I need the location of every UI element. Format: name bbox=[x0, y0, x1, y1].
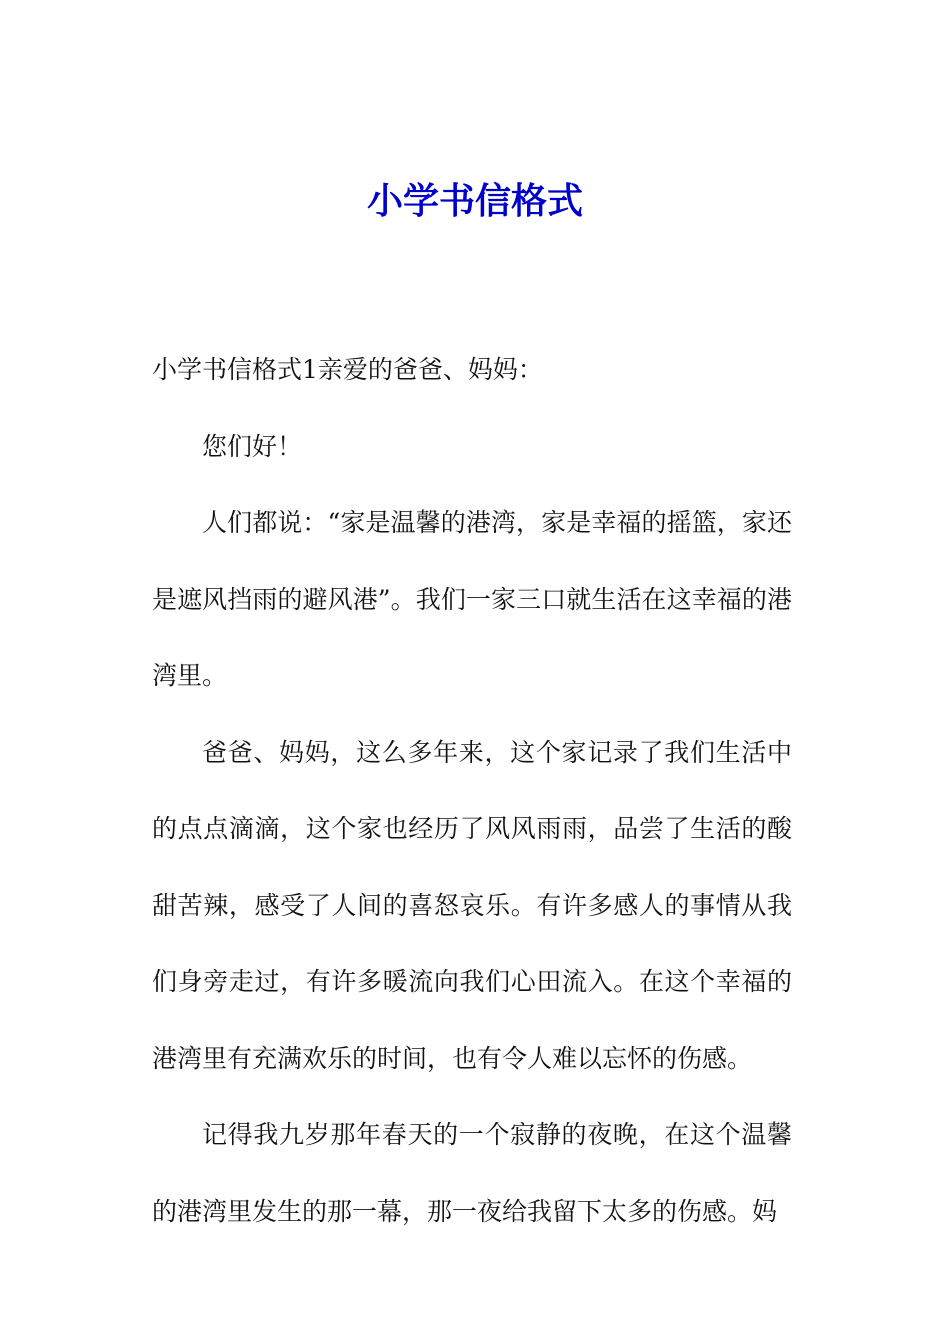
paragraph-home-harbor: 人们都说：“家是温馨的港湾，家是幸福的摇篮，家还是遮风挡雨的避风港”。我们一家三口就生活在这幸福的港湾里。 bbox=[152, 508, 792, 690]
document-title: 小学书信格式 bbox=[366, 181, 583, 222]
paragraph-salutation: 您们好！ bbox=[202, 431, 303, 461]
paragraph-family-life: 爸爸、妈妈，这么多年来，这个家记录了我们生活中的点点滴滴，这个家也经历了风风雨雨，品尝了生活的酸甜苦辣，感受了人间的喜怒哀乐。有许多感人的事情从我们身旁走过，有许多暖流向我们心田流入。在这个幸福的港湾里有充满欢乐的时间，也有令人难以忘怀的伤感。 bbox=[152, 737, 792, 1073]
paragraph-greeting: 小学书信格式1亲爱的爸爸、妈妈： bbox=[152, 355, 543, 384]
document-body bbox=[152, 332, 792, 1250]
paragraph-memory: 记得我九岁那年春天的一个寂静的夜晚，在这个温馨的港湾里发生的那一幕，那一夜给我留下太多的伤感。妈 bbox=[152, 1120, 792, 1226]
